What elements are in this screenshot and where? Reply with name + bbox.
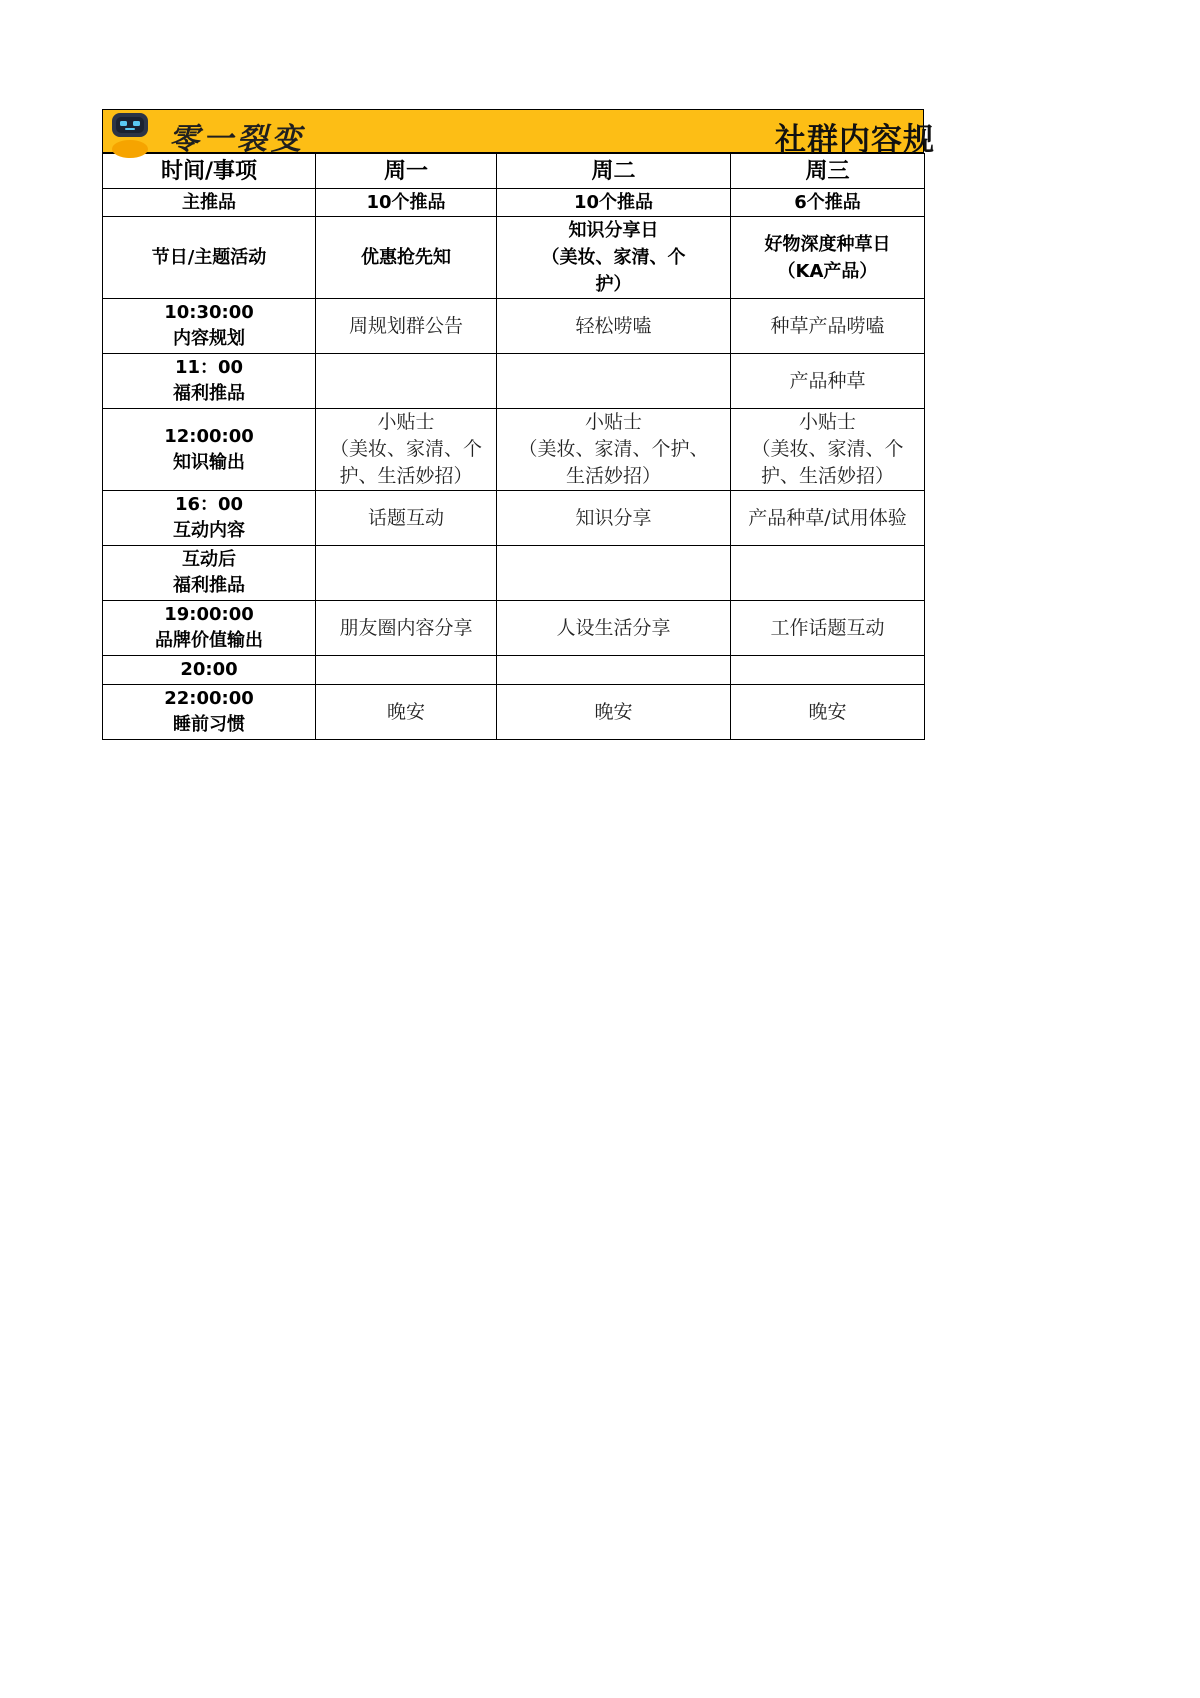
sheet-title xyxy=(775,114,935,159)
table-cell: 周规划群公告 xyxy=(316,299,497,354)
row-label-text: 知识输出 xyxy=(173,451,245,473)
table-cell: 6个推品 xyxy=(731,189,925,217)
table-cell: 晚安 xyxy=(316,685,497,740)
row-label xyxy=(103,685,316,740)
cell-line: （KA产品） xyxy=(777,260,878,282)
robot-mascot-icon xyxy=(107,110,153,154)
row-label-line1: 互动后 xyxy=(182,549,236,570)
column-header-wed: 周三 xyxy=(731,154,925,189)
table-row xyxy=(103,354,925,409)
table-cell: 产品种草/试用体验 xyxy=(731,491,925,546)
row-label xyxy=(103,601,316,656)
row-time: 20:00 xyxy=(103,656,316,685)
row-label xyxy=(103,299,316,354)
table-cell: 种草产品唠嗑 xyxy=(731,299,925,354)
row-label-text: 福利推品 xyxy=(173,383,245,404)
row-label-text: 互动内容 xyxy=(173,520,245,541)
sheet-title-clipped-char: 规 xyxy=(903,122,935,158)
row-label: 主推品 xyxy=(103,189,316,217)
row-label xyxy=(103,546,316,601)
row-time: 11：00 xyxy=(174,357,244,378)
table-cell: 优惠抢先知 xyxy=(316,217,497,299)
cell-line: 护、生活妙招） xyxy=(339,465,473,487)
row-time: 10:30:00 xyxy=(164,302,254,323)
row-label-text: 内容规划 xyxy=(173,328,245,349)
table-row xyxy=(103,409,925,491)
table-cell xyxy=(731,656,925,685)
row-label-text: 睡前习惯 xyxy=(173,714,245,735)
row-label xyxy=(103,491,316,546)
table-cell: 10个推品 xyxy=(316,189,497,217)
cell-line: 小贴士 xyxy=(584,411,642,433)
row-time: 22:00:00 xyxy=(164,688,254,709)
table-cell xyxy=(497,217,731,299)
table-row xyxy=(103,601,925,656)
table-cell: 产品种草 xyxy=(731,354,925,409)
row-label-text: 品牌价值输出 xyxy=(155,630,263,651)
cell-line: 生活妙招） xyxy=(565,465,661,487)
table-cell: 轻松唠嗑 xyxy=(497,299,731,354)
table-cell xyxy=(731,217,925,299)
table-row xyxy=(103,491,925,546)
row-label-text: 福利推品 xyxy=(173,575,245,596)
table-row xyxy=(103,685,925,740)
cell-line: 好物深度种草日 xyxy=(764,233,891,255)
header-banner xyxy=(102,109,935,158)
table-row xyxy=(103,217,925,299)
row-time: 19:00:00 xyxy=(164,604,254,625)
column-header-tue: 周二 xyxy=(497,154,731,189)
cell-line: 护、生活妙招） xyxy=(760,465,894,487)
row-time: 16：00 xyxy=(174,494,244,515)
cell-line: 护） xyxy=(595,274,632,295)
cell-line: 小贴士 xyxy=(377,411,435,433)
table-cell xyxy=(731,546,925,601)
table-cell xyxy=(497,354,731,409)
cell-line: （美妆、家清、个护、 xyxy=(518,438,709,460)
brand-name: 零一裂变 xyxy=(169,122,305,157)
table-cell: 人设生活分享 xyxy=(497,601,731,656)
table-cell: 晚安 xyxy=(731,685,925,740)
table-cell xyxy=(316,546,497,601)
table-cell xyxy=(497,409,731,491)
row-label xyxy=(103,354,316,409)
cell-line: 小贴士 xyxy=(798,411,856,433)
table-cell: 10个推品 xyxy=(497,189,731,217)
table-cell: 工作话题互动 xyxy=(731,601,925,656)
table-row xyxy=(103,189,925,217)
table-cell: 话题互动 xyxy=(316,491,497,546)
row-label xyxy=(103,409,316,491)
column-header-label: 时间/事项 xyxy=(103,154,316,189)
schedule-sheet xyxy=(102,109,935,740)
table-cell xyxy=(497,546,731,601)
cell-line: （美妆、家清、个 xyxy=(329,438,482,460)
table-row xyxy=(103,299,925,354)
column-header-mon: 周一 xyxy=(316,154,497,189)
table-cell xyxy=(316,409,497,491)
cell-line: （美妆、家清、个 xyxy=(541,247,686,268)
table-cell: 知识分享 xyxy=(497,491,731,546)
sheet-title-text: 社群内容 xyxy=(775,122,903,158)
cell-line: （美妆、家清、个 xyxy=(751,438,904,460)
table-cell: 晚安 xyxy=(497,685,731,740)
table-cell xyxy=(316,656,497,685)
cell-line: 知识分享日 xyxy=(568,220,659,241)
table-row xyxy=(103,546,925,601)
row-label: 节日/主题活动 xyxy=(103,217,316,299)
table-row xyxy=(103,656,925,685)
table-cell xyxy=(316,354,497,409)
row-time: 12:00:00 xyxy=(164,425,254,447)
table-cell: 朋友圈内容分享 xyxy=(316,601,497,656)
schedule-table xyxy=(102,153,925,740)
table-cell xyxy=(731,409,925,491)
table-cell xyxy=(497,656,731,685)
